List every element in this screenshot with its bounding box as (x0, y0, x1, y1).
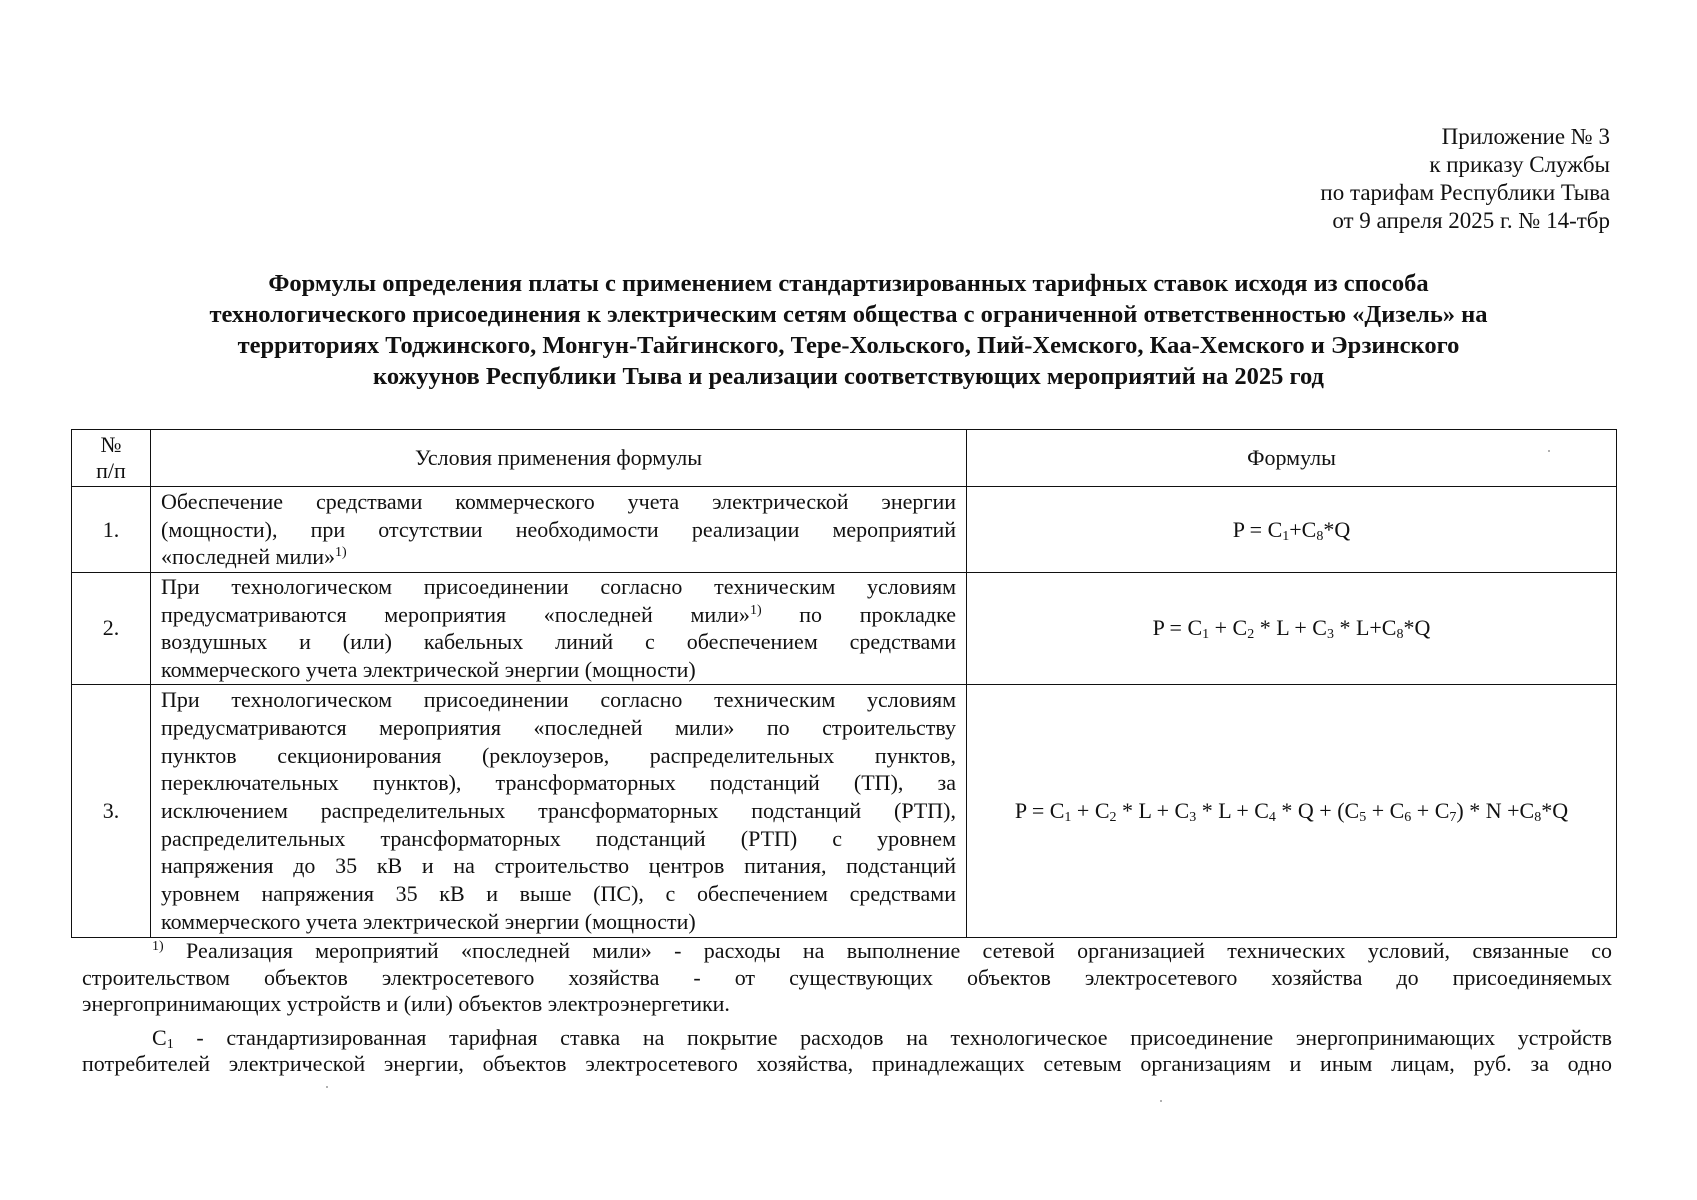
formula-subscript: 7 (1449, 809, 1457, 825)
condition-line: пунктов секционирования (реклоузеров, распределительных пунктов, (161, 742, 956, 768)
table-row (72, 573, 1617, 685)
title-line: Формулы определения платы с применением стандартизированных тарифных ставок исходя из способа (268, 270, 1429, 297)
formula-subscript: 1 (1202, 627, 1210, 643)
appendix-line: от 9 апреля 2025 г. № 14-тбр (1332, 208, 1610, 233)
footnote-line: строительством объектов электросетевого хозяйства - от существующих объектов электросетевого хозяйства до присоединяемых (82, 964, 1612, 990)
condition-text: предусматриваются мероприятия «последней мили» (161, 601, 750, 627)
formula-subscript: 2 (1109, 809, 1117, 825)
condition-text: «последней мили» (161, 544, 335, 570)
scan-speck (326, 1086, 328, 1088)
formula-part: + C (1071, 797, 1110, 823)
c1-symbol: C (152, 1024, 167, 1050)
formula-part: +C (1289, 516, 1317, 542)
formula-part: * L+C (1333, 615, 1397, 641)
formula-part: * L + C (1196, 797, 1269, 823)
header-number-line1: № (100, 432, 122, 457)
formula-part: P = C (1014, 797, 1065, 823)
appendix-line: к приказу Службы (1429, 152, 1610, 177)
definition-line (82, 1025, 1612, 1052)
document-title (70, 268, 1627, 392)
condition-line: напряжения до 35 кВ и на строительство центров питания, подстанций (161, 853, 956, 879)
condition-line: исключением распределительных трансформаторных подстанций (РТП), (161, 797, 956, 823)
formula-subscript: 3 (1326, 627, 1334, 643)
condition-line (161, 601, 956, 629)
definition-text: - стандартизированная тарифная ставка на покрытие расходов на технологическое присоединение энергопринимающих устройств (173, 1024, 1612, 1050)
formula-part: * Q + (C (1275, 797, 1360, 823)
header-number (72, 430, 151, 487)
formula-part: P = C (1232, 516, 1283, 542)
condition-line: коммерческого учета электрической энергии (мощности) (161, 908, 696, 934)
appendix-line: Приложение № 3 (1441, 124, 1610, 149)
row-formula (967, 573, 1617, 685)
formula-part: * L + C (1116, 797, 1190, 823)
scan-speck (1548, 450, 1550, 452)
header-number-line2: п/п (96, 458, 126, 483)
formulas-table (71, 429, 1617, 938)
footnote-ref: 1) (749, 602, 762, 618)
row-conditions (151, 573, 967, 685)
title-line: кожуунов Республики Тыва и реализации соответствующих мероприятий на 2025 год (373, 363, 1324, 390)
header-formulas: Формулы (967, 430, 1617, 487)
formula-subscript: 3 (1189, 809, 1197, 825)
footnote-text: Реализация мероприятий «последней мили» - расходы на выполнение сетевой организацией технических условий, связанные со (163, 938, 1612, 963)
formula-part: + C (1411, 797, 1450, 823)
condition-line: При технологическом присоединении согласно техническим условиям (161, 687, 956, 713)
row-conditions (151, 487, 967, 573)
definition-line: потребителей электрической энергии, объектов электросетевого хозяйства, принадлежащих сетевым организациям и иным лицам, руб. за одно (82, 1051, 1612, 1076)
condition-line: Обеспечение средствами коммерческого учета электрической энергии (161, 488, 956, 514)
row-formula (967, 684, 1617, 937)
row-number: 3. (72, 684, 151, 937)
formula-subscript: 8 (1396, 627, 1404, 643)
condition-line: коммерческого учета электрической энергии (мощности) (161, 657, 696, 683)
c1-definition (82, 1025, 1612, 1078)
formula-part: *Q (1403, 615, 1431, 641)
notes-section (82, 938, 1612, 1078)
formula-subscript: 5 (1359, 809, 1367, 825)
formula-part: P = C (1152, 615, 1203, 641)
table-row (72, 684, 1617, 937)
formula-subscript: 1 (1064, 809, 1072, 825)
row-number: 1. (72, 487, 151, 573)
formula-subscript: 1 (1282, 528, 1290, 544)
condition-line: При технологическом присоединении согласно техническим условиям (161, 574, 956, 599)
condition-line: воздушных и (или) кабельных линий с обеспечением средствами (161, 629, 956, 655)
row-number: 2. (72, 573, 151, 685)
formula-part: *Q (1323, 516, 1351, 542)
row-formula (967, 487, 1617, 573)
condition-line: (мощности), при отсутствии необходимости реализации мероприятий (161, 516, 956, 542)
formula-subscript: 2 (1247, 627, 1255, 643)
condition-line: уровнем напряжения 35 кВ и выше (ПС), с обеспечением средствами (161, 881, 956, 907)
condition-line (161, 543, 956, 571)
condition-line: предусматриваются мероприятия «последней мили» по строительству (161, 714, 956, 740)
formula-part: *Q (1541, 797, 1569, 823)
footnote-line (82, 938, 1612, 965)
condition-line: распределительных трансформаторных подстанций (РТП) с уровнем (161, 825, 956, 851)
header-conditions: Условия применения формулы (151, 430, 967, 487)
formula-part: ) * N +C (1456, 797, 1535, 823)
formula-subscript: 8 (1316, 528, 1324, 544)
footnote-ref: 1) (335, 545, 347, 561)
formula-part: * L + C (1254, 615, 1327, 641)
table-header-row (72, 430, 1617, 487)
row-conditions (151, 684, 967, 937)
footnote-mark: 1) (152, 939, 164, 954)
title-line: территориях Тоджинского, Монгун-Тайгинского, Тере-Хольского, Пий-Хемского, Каа-Хемского и Эрзинского (237, 332, 1460, 359)
appendix-line: по тарифам Республики Тыва (1320, 180, 1610, 205)
formula-part: + C (1366, 797, 1405, 823)
appendix-header (1320, 123, 1610, 235)
formula-part: + C (1209, 615, 1248, 641)
footnote-line: энергопринимающих устройств и (или) объектов электроэнергетики. (82, 991, 730, 1016)
formula-subscript: 8 (1534, 809, 1542, 825)
condition-text: по прокладке (761, 601, 956, 627)
formula-subscript: 4 (1268, 809, 1276, 825)
c1-subscript: 1 (166, 1036, 174, 1052)
footnote (82, 938, 1612, 1018)
scan-speck (1160, 1100, 1162, 1102)
title-line: технологического присоединения к электрическим сетям общества с ограниченной ответственностью «Дизель» на (209, 301, 1488, 328)
condition-line: переключательных пунктов), трансформаторных подстанций (ТП), за (161, 770, 956, 796)
table-row (72, 487, 1617, 573)
formula-subscript: 6 (1404, 809, 1412, 825)
